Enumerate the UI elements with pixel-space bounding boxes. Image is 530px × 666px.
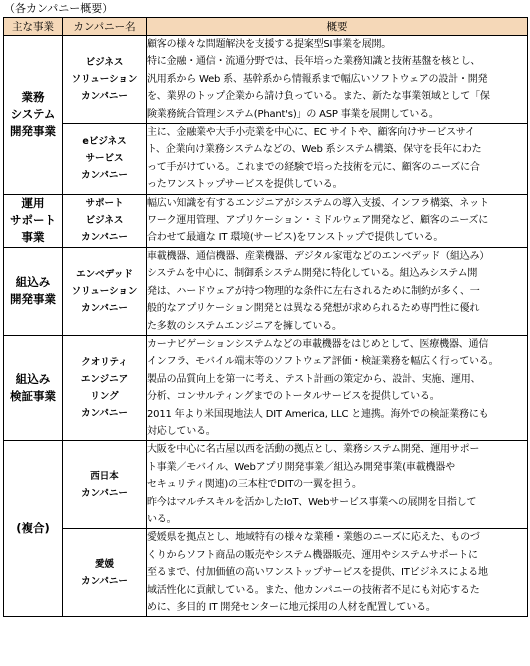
summary-cell: 顧客の様々な問題解決を支援する提案型SI事業を展開。 特に金融・通信・流通分野では、長年培った業務知識と技術基盤を核とし、 汎用系から Web 系、基幹系から情報系まで幅広いソフトウェアの設計・開発 を、業界のトップ企業から請け負っている。また、新たな事業領域として「保 険業務統合管理システム(Phant's)」の ASP 事業を展開している。 — [147, 36, 528, 124]
business-label: 業務 システム 開発事業 — [10, 90, 56, 139]
business-cell — [4, 247, 63, 335]
summary-cell: 幅広い知識を有するエンジニアがシステムの導入支援、インフラ構築、ネット ワーク運用管理、アプリケーション・ミドルウェア開発など、顧客のニーズに 合わせて最適な IT 環境(サービス)をワンストップで提供している。 — [147, 194, 528, 247]
company-name: eビジネス サービス カンパニー — [81, 136, 128, 182]
business-label: 組込み 検証事業 — [10, 372, 56, 404]
company-name: クオリティ エンジニア リング カンパニー — [80, 357, 129, 420]
table-caption: （各カンパニー概要） — [4, 2, 114, 15]
summary-cell: 愛媛県を拠点とし、地域特有の様々な業種・業態のニーズに応えた、ものづ くりからソフト商品の販売やシステム機器販売、運用やシステムサポートに 至るまで、付加価値の高いワンストップサービスを提供、ITビジネスによる地 域活性化に貢献している。また、他カンパニーの技術者不足にも対応するた めに、多目的 IT 開発センターに地元採用の人材を配置している。 — [147, 529, 528, 617]
summary-cell: 車載機器、通信機器、産業機器、デジタル家電などのエンベデッド（組込み） システムを中心に、制御系システム開発に特化している。組込みシステム開 発は、ハードウェアが持つ物理的な条件に左右されるために制約が多く、一 般的なアプリケーション開発とは異なる発想が求められるため専門性に優れ た多数のシステムエンジニアを擁している。 — [147, 247, 528, 335]
table-row — [4, 36, 528, 124]
table-row — [4, 335, 528, 440]
company-cell — [63, 247, 147, 335]
table-row — [4, 529, 528, 617]
business-cell — [4, 441, 63, 617]
summary-cell: 主に、金融業や大手小売業を中心に、EC サイトや、顧客向けサービスサイ ト、企業向け業務システムなどの、Web 系システム構築、保守を長年にわた って手がけている。これまでの経験で培った技術を元に、顧客のニーズに合 ったワンストップサービスを提供している。 — [147, 124, 528, 195]
summary-cell: 大阪を中心に名古屋以西を活動の拠点とし、業務システム開発、運用サポー ト事業／モバイル、Webアプリ開発事業／組込み開発事業(車載機器や セキュリティ関連)の三本柱でDITの一翼を担う。 昨今はマルチスキルを活かしたIoT、Webサービス事業への展開を目指して いる。 — [147, 441, 528, 529]
business-cell — [4, 335, 63, 440]
company-cell — [63, 36, 147, 124]
header-summary: 概要 — [147, 18, 528, 36]
company-name: サポート ビジネス カンパニー — [81, 198, 128, 244]
company-cell — [63, 335, 147, 440]
company-overview-table — [3, 17, 528, 617]
business-label: (複合) — [16, 521, 50, 536]
table-row — [4, 247, 528, 335]
header-row — [4, 18, 528, 36]
table-row — [4, 124, 528, 195]
table-row — [4, 441, 528, 529]
company-name: エンベデッド ソリューション カンパニー — [71, 268, 138, 314]
header-company: カンパニー名 — [63, 18, 147, 36]
company-cell — [63, 194, 147, 247]
business-label: 運用 サポート 事業 — [10, 196, 56, 245]
table-row — [4, 194, 528, 247]
company-cell — [63, 124, 147, 195]
company-cell — [63, 529, 147, 617]
company-name: 西日本 カンパニー — [81, 470, 128, 499]
business-label: 組込み 開発事業 — [10, 275, 56, 307]
business-cell — [4, 36, 63, 195]
header-business: 主な事業 — [4, 18, 63, 36]
company-name: 愛媛 カンパニー — [81, 558, 128, 587]
company-cell — [63, 441, 147, 529]
company-name: ビジネス ソリューション カンパニー — [71, 57, 138, 103]
summary-cell: カーナビゲーションシステムなどの車載機器をはじめとして、医療機器、通信 インフラ、モバイル端末等のソフトウェア評価・検証業務を幅広く行っている。 製品の品質向上を第一に考え、テスト計画の策定から、設計、実施、運用、 分析、コンサルティングまでのトータルサービスを提供している。 2011 年より米国現地法人 DIT America, LLC と連携。海外での検証業務にも 対応している。 — [147, 335, 528, 440]
business-cell — [4, 194, 63, 247]
